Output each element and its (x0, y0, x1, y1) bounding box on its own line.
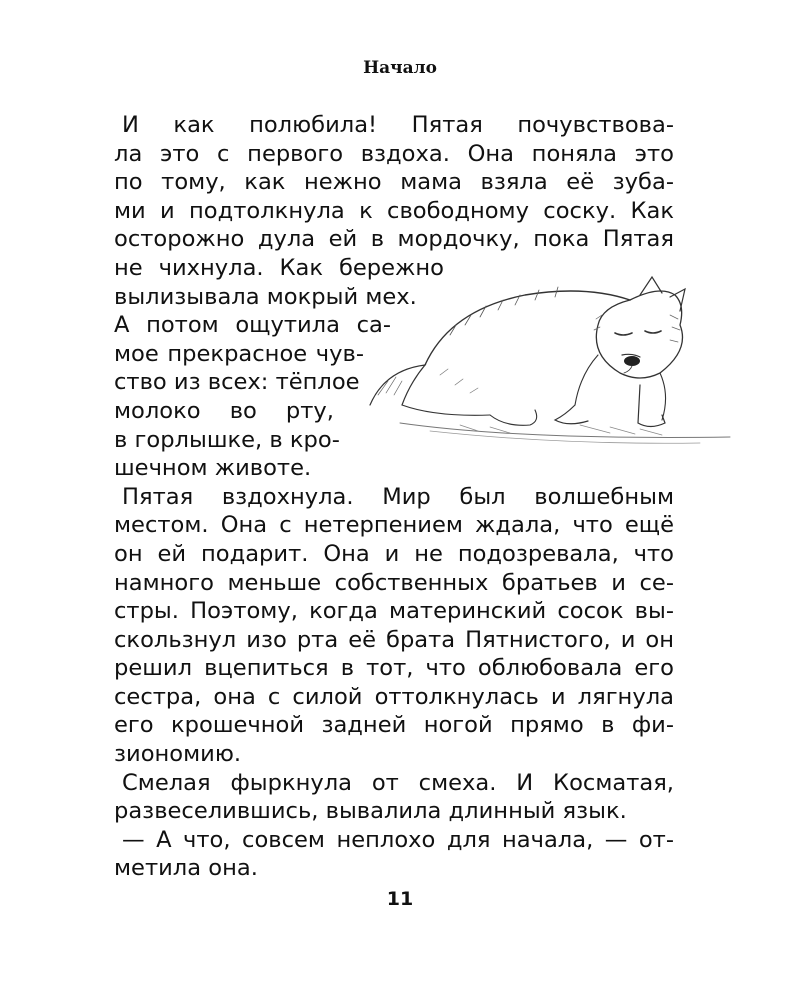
text-line: мое прекрасное чув- (114, 340, 364, 367)
text-line: Пятая вздохнула. Мир был волшебным (122, 483, 674, 510)
text-line: осторожно дула ей в мордочку, пока Пятая (114, 226, 674, 253)
text-line: скользнул изо рта её брата Пятнистого, и он (114, 626, 674, 653)
body-text (114, 111, 674, 883)
text-line: — А что, совсем неплохо для начала, — от- (122, 826, 674, 853)
text-line: Смелая фыркнула от смеха. И Косматая, (122, 769, 674, 796)
text-line: в горлышке, в кро- (114, 426, 340, 453)
text-line: ла это с первого вздоха. Она поняла это (114, 140, 674, 167)
text-line: стры. Поэтому, когда материнский сосок вы- (114, 598, 674, 625)
text-line: сестра, она с силой оттолкнулась и лягнула (114, 683, 674, 710)
text-line: вылизывала мокрый мех. (114, 283, 417, 310)
text-line: намного меньше собственных братьев и се- (114, 569, 674, 596)
text-line: зиономию. (114, 741, 242, 768)
text-line: решил вцепиться в тот, что облюбовала его (114, 655, 674, 682)
text-line: ми и подтолкнула к свободному соску. Как (114, 197, 674, 224)
text-line: не чихнула. Как бережно (114, 254, 444, 281)
text-line: он ей подарит. Она и не подозревала, что (114, 540, 674, 567)
paragraph (114, 769, 674, 826)
paragraph (114, 826, 674, 883)
text-line: местом. Она с нетерпением ждала, что ещё (114, 512, 674, 539)
text-line: по тому, как нежно мама взяла её зуба- (114, 169, 674, 196)
text-line: А потом ощутила са- (114, 312, 391, 339)
text-line: развеселившись, вывалила длинный язык. (114, 798, 627, 825)
text-line: ство из всех: тёплое (114, 369, 360, 396)
text-line: шечном животе. (114, 455, 312, 482)
text-line: молоко во рту, (114, 397, 334, 424)
text-line: его крошечной задней ногой прямо в фи- (114, 712, 674, 739)
text-line: метила она. (114, 855, 258, 882)
wolf-pup-illustration (340, 255, 740, 455)
text-line: И как полюбила! Пятая почувствова- (122, 112, 674, 138)
page-number: 11 (386, 888, 414, 910)
running-head: Начало (363, 58, 437, 78)
paragraph (114, 483, 674, 769)
